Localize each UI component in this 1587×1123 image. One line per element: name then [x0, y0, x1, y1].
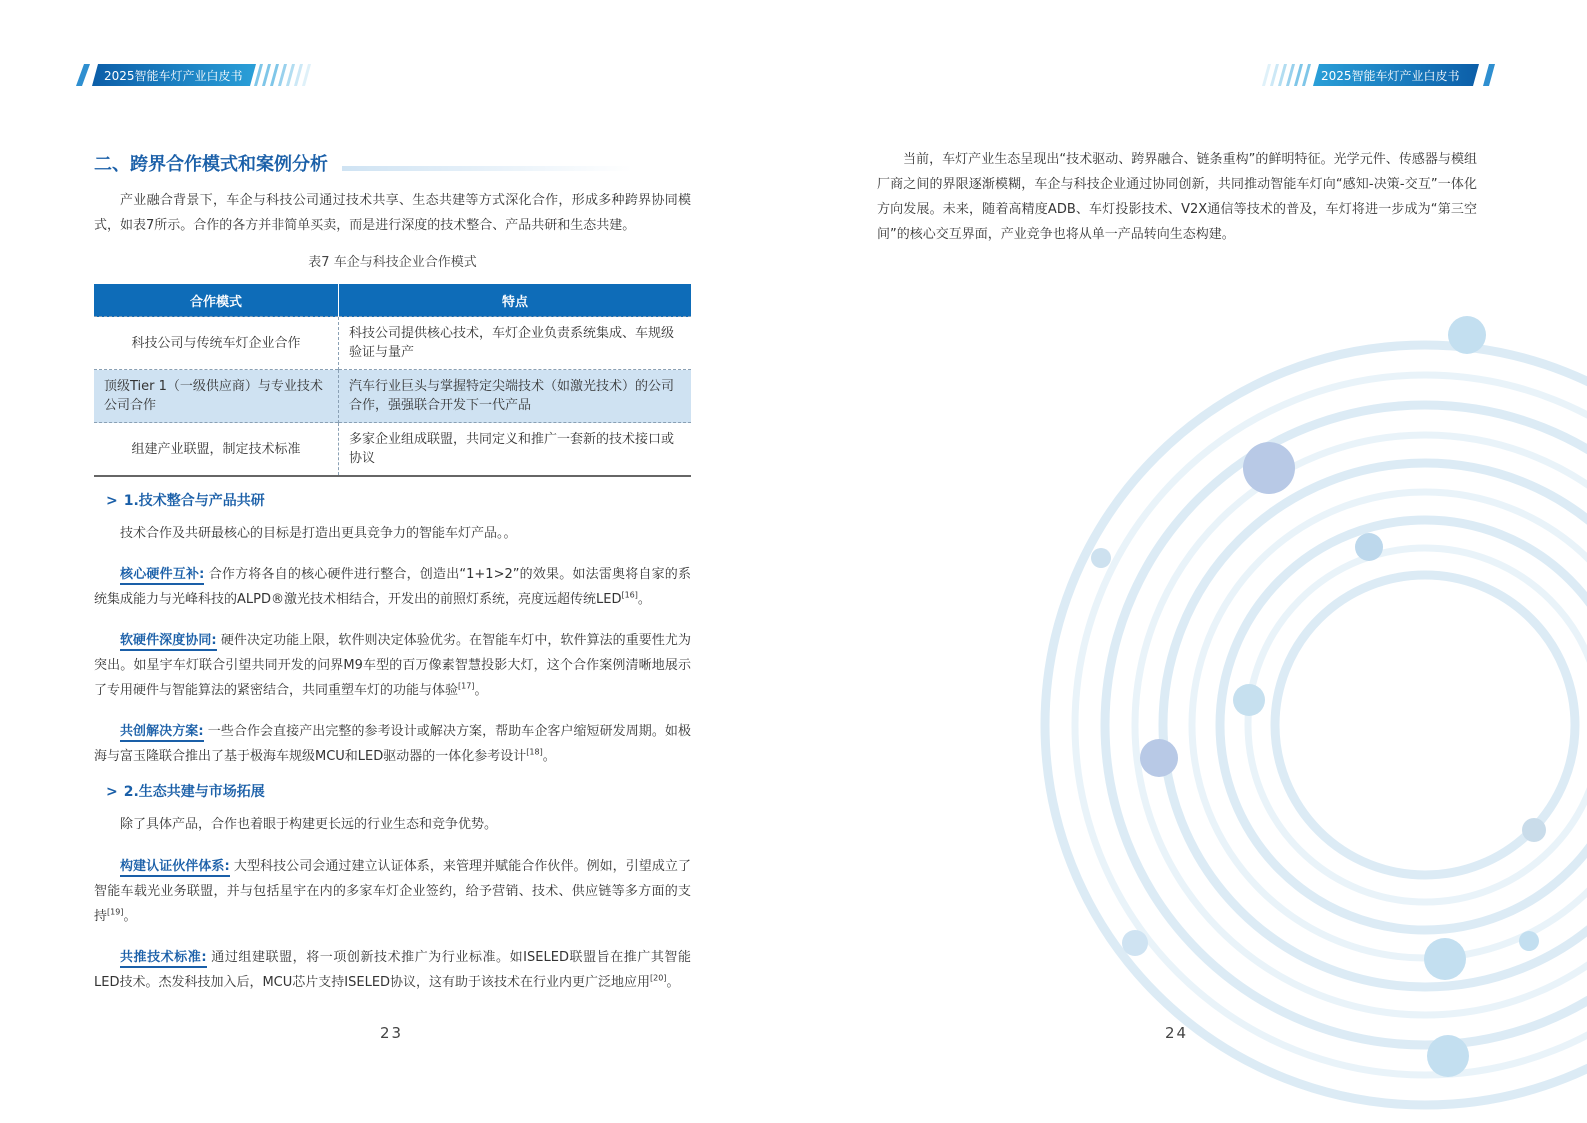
table-row [94, 423, 691, 477]
citation-ref: [18] [526, 747, 543, 757]
table-cell: 顶级Tier 1（一级供应商）与专业技术公司合作 [94, 370, 339, 423]
section-title-underline [342, 166, 632, 171]
table-header-cell: 合作模式 [94, 284, 339, 317]
subsection-intro: 技术合作及共研最核心的目标是打造出更具竞争力的智能车灯产品。。 [120, 526, 517, 541]
page-number-right: 24 [1165, 1024, 1189, 1042]
citation-ref: [17] [458, 681, 475, 691]
bullet-paragraph [94, 854, 691, 929]
chevron-right-icon: > [106, 784, 118, 800]
section-title: 二、跨界合作模式和案例分析 [94, 154, 328, 175]
table-caption: 表7 车企与科技企业合作模式 [308, 255, 477, 270]
bullet-paragraph [94, 562, 691, 612]
header-banner-left [76, 64, 316, 86]
table-header-row [94, 284, 691, 317]
paragraph-text: 大型科技公司会通过建立认证体系，来管理并赋能合作伙伴。例如，引望成立了智能车载光业务联盟，并与包括星宇在内的多家车灯企业签约，给予营销、技术、供应链等多方面的支持 [94, 859, 691, 924]
keyword-label: 软硬件深度协同: [120, 633, 217, 651]
paragraph-end: 。 [666, 975, 680, 990]
paragraph-end: 。 [542, 749, 556, 764]
table-cell: 多家企业组成联盟，共同定义和推广一套新的技术接口或协议 [339, 423, 692, 477]
subsection-heading-2 [106, 781, 265, 801]
keyword-label: 构建认证伙伴体系: [120, 859, 230, 877]
table-header-cell: 特点 [339, 284, 692, 317]
table-cell: 科技公司提供核心技术，车灯企业负责系统集成、车规级验证与量产 [339, 317, 692, 370]
header-title: 2025智能车灯产业白皮书 [104, 69, 243, 83]
citation-ref: [19] [107, 907, 124, 917]
table-cell: 科技公司与传统车灯企业合作 [94, 317, 339, 370]
paragraph-text: 硬件决定功能上限，软件则决定体验优劣。在智能车灯中，软件算法的重要性尤为突出。如星宇车灯联合引望共同开发的问界M9车型的百万像素智慧投影大灯，这个合作案例清晰地展示了专用硬件与智能算法的紧密结合，共同重塑车灯的功能与体验 [94, 633, 691, 698]
citation-ref: [20] [650, 973, 667, 983]
paragraph-text: 一些合作会直接产出完整的参考设计或解决方案，帮助车企客户缩短研发周期。如极海与富玉隆联合推出了基于极海车规级MCU和LED驱动器的一体化参考设计 [94, 724, 691, 764]
table-cell: 汽车行业巨头与掌握特定尖端技术（如激光技术）的公司合作，强强联合开发下一代产品 [339, 370, 692, 423]
paragraph-end: 。 [474, 683, 488, 698]
paragraph-text: 合作方将各自的核心硬件进行整合，创造出“1+1>2”的效果。如法雷奥将自家的系统集成能力与光峰科技的ALPD®激光技术相结合，开发出的前照灯系统，亮度远超传统LED [94, 567, 691, 607]
right-paragraph: 当前，车灯产业生态呈现出“技术驱动、跨界融合、链条重构”的鲜明特征。光学元件、传感器与模组厂商之间的界限逐渐模糊，车企与科技企业通过协同创新，共同推动智能车灯向“感知-决策-交互”一体化方向发展。未来，随着高精度ADB、车灯投影技术、V2X通信等技术的普及，车灯将进一步成为“第三空间”的核心交互界面，产业竞争也将从单一产品转向生态构建。 [877, 152, 1477, 242]
cooperation-table [94, 284, 691, 477]
keyword-label: 共创解决方案: [120, 724, 204, 742]
decorative-orbits-icon [1040, 300, 1587, 1123]
bullet-paragraph [94, 719, 691, 769]
keyword-label: 核心硬件互补: [120, 567, 204, 585]
chevron-right-icon: > [106, 493, 118, 509]
keyword-label: 共推技术标准: [120, 950, 207, 968]
page-number-left: 23 [380, 1024, 404, 1042]
table-cell: 组建产业联盟，制定技术标准 [94, 423, 339, 477]
subsection-title: 2.生态共建与市场拓展 [123, 784, 265, 800]
subsection-heading-1 [106, 490, 265, 510]
header-title: 2025智能车灯产业白皮书 [1321, 69, 1460, 83]
table-row [94, 317, 691, 370]
header-banner-right [1257, 64, 1497, 86]
citation-ref: [16] [621, 590, 638, 600]
subsection-intro: 除了具体产品，合作也着眼于构建更长远的行业生态和竞争优势。 [120, 817, 498, 832]
bullet-paragraph [94, 945, 691, 995]
table-row [94, 370, 691, 423]
subsection-title: 1.技术整合与产品共研 [123, 493, 265, 509]
intro-paragraph: 产业融合背景下，车企与科技公司通过技术共享、生态共建等方式深化合作，形成多种跨界协同模式，如表7所示。合作的各方并非简单买卖，而是进行深度的技术整合、产品共研和生态共建。 [94, 193, 691, 233]
paragraph-text: 通过组建联盟，将一项创新技术推广为行业标准。如ISELED联盟旨在推广其智能LED技术。杰发科技加入后，MCU芯片支持ISELED协议，这有助于该技术在行业内更广泛地应用 [94, 950, 691, 990]
paragraph-end: 。 [637, 592, 651, 607]
paragraph-end: 。 [123, 909, 137, 924]
bullet-paragraph [94, 628, 691, 703]
